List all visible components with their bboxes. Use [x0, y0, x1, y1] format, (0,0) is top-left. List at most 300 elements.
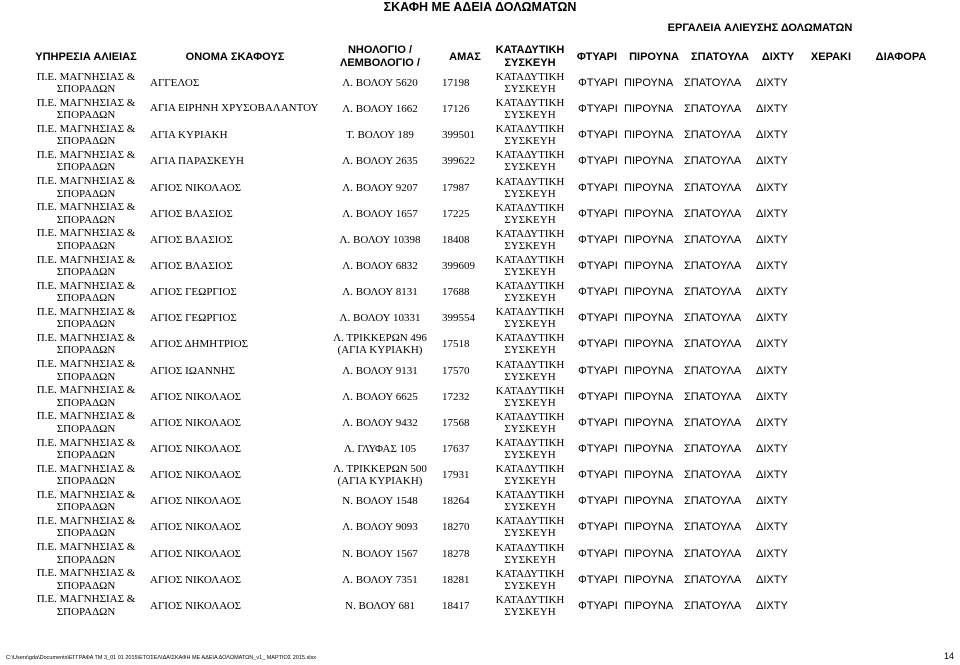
service-line2: ΣΠΟΡΑΔΩΝ — [56, 396, 116, 409]
vessel-name: ΑΓΙΟΣ ΒΛΑΣΙΟΣ — [150, 233, 233, 246]
vessel-name: ΑΓΙΟΣ ΝΙΚΟΛΑΟΣ — [150, 181, 242, 194]
tool-net: ΔΙΧΤΥ — [756, 521, 788, 534]
tool-spatula: ΣΠΑΤΟΥΛΑ — [684, 443, 742, 456]
amas-number: 399622 — [442, 155, 475, 168]
tool-hand — [800, 279, 862, 305]
category-cell — [490, 96, 570, 122]
service-cell — [22, 122, 150, 148]
tool-hand — [800, 514, 862, 540]
vessel-name: ΑΓΙΟΣ ΝΙΚΟΛΑΟΣ — [150, 495, 242, 508]
tool-fork: ΠΙΡΟΥΝΑ — [624, 469, 674, 482]
registry-line1: Λ. ΒΟΛΟΥ 6625 — [342, 390, 418, 403]
tool-other — [862, 410, 940, 436]
registry-cell — [320, 227, 440, 253]
tool-other — [862, 122, 940, 148]
table-row — [22, 122, 940, 148]
amas-number: 399501 — [442, 129, 475, 142]
category-cell — [490, 436, 570, 462]
service-line2: ΣΠΟΡΑΔΩΝ — [56, 83, 116, 96]
tool-shovel: ΦΤΥΑΡΙ — [578, 207, 618, 220]
service-line1: Π.Ε. ΜΑΓΝΗΣΙΑΣ & — [36, 384, 136, 397]
tool-spatula: ΣΠΑΤΟΥΛΑ — [684, 181, 742, 194]
category-line1: ΚΑΤΑΔΥΤΙΚΗ — [495, 567, 565, 580]
table-row — [22, 541, 940, 567]
service-cell — [22, 305, 150, 331]
registry-cell — [320, 514, 440, 540]
amas-number: 17126 — [442, 103, 470, 116]
header-tool-other: ΔΙΑΦΟΡΑ — [875, 50, 927, 63]
table-header-row — [22, 44, 940, 70]
category-cell — [490, 70, 570, 96]
registry-line2: (ΑΓΙΑ ΚΥΡΙΑΚΗ) — [337, 344, 423, 357]
tool-other — [862, 514, 940, 540]
service-cell — [22, 253, 150, 279]
tool-other — [862, 358, 940, 384]
service-cell — [22, 70, 150, 96]
tool-hand — [800, 201, 862, 227]
category-cell — [490, 175, 570, 201]
service-cell — [22, 488, 150, 514]
registry-cell — [320, 305, 440, 331]
tool-fork: ΠΙΡΟΥΝΑ — [624, 573, 674, 586]
tool-fork: ΠΙΡΟΥΝΑ — [624, 286, 674, 299]
category-line1: ΚΑΤΑΔΥΤΙΚΗ — [495, 123, 565, 136]
vessels-table — [22, 44, 940, 619]
category-line2: ΣΥΣΚΕΥΗ — [504, 266, 556, 279]
tool-net: ΔΙΧΤΥ — [756, 77, 788, 90]
category-cell — [490, 462, 570, 488]
header-category-line1: ΚΑΤΑΔΥΤΙΚΗ — [495, 44, 565, 56]
tool-hand — [800, 410, 862, 436]
tool-other — [862, 148, 940, 174]
registry-line1: Λ. ΒΟΛΟΥ 8131 — [342, 286, 418, 299]
tool-other — [862, 201, 940, 227]
header-tool-spatula: ΣΠΑΤΟΥΛΑ — [691, 50, 749, 63]
registry-line1: Τ. ΒΟΛΟΥ 189 — [346, 129, 414, 142]
tool-spatula: ΣΠΑΤΟΥΛΑ — [684, 155, 742, 168]
tool-shovel: ΦΤΥΑΡΙ — [578, 573, 618, 586]
registry-cell — [320, 70, 440, 96]
category-cell — [490, 593, 570, 619]
service-cell — [22, 567, 150, 593]
header-tool-shovel: ΦΤΥΑΡΙ — [576, 50, 618, 63]
tool-shovel: ΦΤΥΑΡΙ — [578, 547, 618, 560]
registry-line1: Ν. ΒΟΛΟΥ 681 — [345, 599, 415, 612]
amas-number: 399609 — [442, 260, 475, 273]
category-cell — [490, 122, 570, 148]
category-line2: ΣΥΣΚΕΥΗ — [504, 501, 556, 514]
table-row — [22, 253, 940, 279]
tool-shovel: ΦΤΥΑΡΙ — [578, 312, 618, 325]
tool-shovel: ΦΤΥΑΡΙ — [578, 129, 618, 142]
registry-line1: Ν. ΒΟΛΟΥ 1567 — [342, 547, 418, 560]
service-cell — [22, 227, 150, 253]
registry-line1: Λ. ΒΟΛΟΥ 9432 — [342, 416, 418, 429]
header-tool-net: ΔΙΧΤΥ — [761, 50, 795, 63]
header-registry-line2: ΛΕΜΒΟΛΟΓΙΟ / — [340, 57, 420, 69]
service-line2: ΣΠΟΡΑΔΩΝ — [56, 187, 116, 200]
category-line1: ΚΑΤΑΔΥΤΙΚΗ — [495, 254, 565, 267]
tool-net: ΔΙΧΤΥ — [756, 390, 788, 403]
service-line1: Π.Ε. ΜΑΓΝΗΣΙΑΣ & — [36, 148, 136, 161]
tool-fork: ΠΙΡΟΥΝΑ — [624, 443, 674, 456]
category-line1: ΚΑΤΑΔΥΤΙΚΗ — [495, 149, 565, 162]
registry-line1: Λ. ΒΟΛΟΥ 10331 — [339, 312, 421, 325]
category-line2: ΣΥΣΚΕΥΗ — [504, 292, 556, 305]
vessel-name: ΑΓΙΟΣ ΝΙΚΟΛΑΟΣ — [150, 521, 242, 534]
tool-fork: ΠΙΡΟΥΝΑ — [624, 364, 674, 377]
tool-net: ΔΙΧΤΥ — [756, 416, 788, 429]
service-line2: ΣΠΟΡΑΔΩΝ — [56, 213, 116, 226]
tool-shovel: ΦΤΥΑΡΙ — [578, 181, 618, 194]
service-cell — [22, 175, 150, 201]
tool-hand — [800, 436, 862, 462]
tool-other — [862, 227, 940, 253]
tool-fork: ΠΙΡΟΥΝΑ — [624, 599, 674, 612]
vessel-name: ΑΓΙΑ ΕΙΡΗΝΗ ΧΡΥΣΟΒΑΛΑΝΤΟΥ — [150, 102, 319, 115]
registry-cell — [320, 279, 440, 305]
tool-net: ΔΙΧΤΥ — [756, 599, 788, 612]
category-line1: ΚΑΤΑΔΥΤΙΚΗ — [495, 175, 565, 188]
amas-number: 17232 — [442, 390, 470, 403]
page-number: 14 — [943, 651, 954, 661]
category-line1: ΚΑΤΑΔΥΤΙΚΗ — [495, 280, 565, 293]
category-line1: ΚΑΤΑΔΥΤΙΚΗ — [495, 71, 565, 84]
registry-line1: Ν. ΒΟΛΟΥ 1548 — [342, 495, 418, 508]
registry-line2: (ΑΓΙΑ ΚΥΡΙΑΚΗ) — [337, 475, 423, 488]
tool-other — [862, 331, 940, 357]
registry-line1: Λ. ΒΟΛΟΥ 5620 — [342, 77, 418, 90]
registry-cell — [320, 201, 440, 227]
header-category-line2: ΣΥΣΚΕΥΗ — [504, 57, 556, 69]
header-registry-line1: ΝΗΟΛΟΓΙΟ / — [347, 44, 413, 56]
tool-hand — [800, 593, 862, 619]
service-cell — [22, 148, 150, 174]
tool-shovel: ΦΤΥΑΡΙ — [578, 443, 618, 456]
tool-other — [862, 279, 940, 305]
tool-shovel: ΦΤΥΑΡΙ — [578, 286, 618, 299]
vessel-name: ΑΓΙΟΣ ΝΙΚΟΛΑΟΣ — [150, 443, 242, 456]
service-line1: Π.Ε. ΜΑΓΝΗΣΙΑΣ & — [36, 593, 136, 606]
vessel-name: ΑΓΙΟΣ ΝΙΚΟΛΑΟΣ — [150, 416, 242, 429]
registry-cell — [320, 567, 440, 593]
registry-line1: Λ. ΒΟΛΟΥ 2635 — [342, 155, 418, 168]
registry-line1: Λ. ΒΟΛΟΥ 1657 — [342, 207, 418, 220]
tool-fork: ΠΙΡΟΥΝΑ — [624, 260, 674, 273]
service-line1: Π.Ε. ΜΑΓΝΗΣΙΑΣ & — [36, 122, 136, 135]
vessel-name: ΑΓΙΟΣ ΓΕΩΡΓΙΟΣ — [150, 286, 237, 299]
category-line2: ΣΥΣΚΕΥΗ — [504, 553, 556, 566]
tool-spatula: ΣΠΑΤΟΥΛΑ — [684, 599, 742, 612]
service-line2: ΣΠΟΡΑΔΩΝ — [56, 527, 116, 540]
category-cell — [490, 331, 570, 357]
service-line1: Π.Ε. ΜΑΓΝΗΣΙΑΣ & — [36, 227, 136, 240]
category-line2: ΣΥΣΚΕΥΗ — [504, 579, 556, 592]
tool-net: ΔΙΧΤΥ — [756, 469, 788, 482]
registry-cell — [320, 410, 440, 436]
table-row — [22, 96, 940, 122]
category-line2: ΣΥΣΚΕΥΗ — [504, 605, 556, 618]
category-line2: ΣΥΣΚΕΥΗ — [504, 475, 556, 488]
service-line1: Π.Ε. ΜΑΓΝΗΣΙΑΣ & — [36, 488, 136, 501]
tool-spatula: ΣΠΑΤΟΥΛΑ — [684, 207, 742, 220]
tool-spatula: ΣΠΑΤΟΥΛΑ — [684, 312, 742, 325]
registry-line1: Λ. ΒΟΛΟΥ 10398 — [339, 233, 421, 246]
table-row — [22, 358, 940, 384]
category-line1: ΚΑΤΑΔΥΤΙΚΗ — [495, 227, 565, 240]
service-cell — [22, 593, 150, 619]
category-cell — [490, 148, 570, 174]
service-line1: Π.Ε. ΜΑΓΝΗΣΙΑΣ & — [36, 201, 136, 214]
tool-net: ΔΙΧΤΥ — [756, 155, 788, 168]
tool-hand — [800, 541, 862, 567]
tool-fork: ΠΙΡΟΥΝΑ — [624, 233, 674, 246]
tool-spatula: ΣΠΑΤΟΥΛΑ — [684, 338, 742, 351]
category-cell — [490, 567, 570, 593]
category-line2: ΣΥΣΚΕΥΗ — [504, 422, 556, 435]
table-row — [22, 436, 940, 462]
vessel-name: ΑΓΙΟΣ ΝΙΚΟΛΑΟΣ — [150, 547, 242, 560]
tool-shovel: ΦΤΥΑΡΙ — [578, 233, 618, 246]
service-line2: ΣΠΟΡΑΔΩΝ — [56, 449, 116, 462]
tool-other — [862, 541, 940, 567]
category-line2: ΣΥΣΚΕΥΗ — [504, 527, 556, 540]
tool-shovel: ΦΤΥΑΡΙ — [578, 416, 618, 429]
category-cell — [490, 305, 570, 331]
amas-number: 17225 — [442, 207, 470, 220]
registry-line1: Λ. ΒΟΛΟΥ 9093 — [342, 521, 418, 534]
tools-group-title: ΕΡΓΑΛΕΙΑ ΑΛΙΕΥΣΗΣ ΔΟΛΩΜΑΤΩΝ — [667, 22, 853, 34]
amas-number: 18264 — [442, 495, 470, 508]
category-line1: ΚΑΤΑΔΥΤΙΚΗ — [495, 410, 565, 423]
registry-cell — [320, 488, 440, 514]
table-row — [22, 462, 940, 488]
amas-number: 18408 — [442, 233, 470, 246]
category-line1: ΚΑΤΑΔΥΤΙΚΗ — [495, 97, 565, 110]
category-line2: ΣΥΣΚΕΥΗ — [504, 239, 556, 252]
amas-number: 18281 — [442, 573, 470, 586]
category-line1: ΚΑΤΑΔΥΤΙΚΗ — [495, 201, 565, 214]
category-cell — [490, 279, 570, 305]
registry-line1: Λ. ΤΡΙΚΚΕΡΩΝ 496 — [333, 332, 427, 345]
file-path-footer: C:\Users\gda\Documents\ΕΓΓΡΑΦΑ ΤΜ 3_01 01 2015\ΕΤΟΣΕΛΙΔΑ\ΣΚΑΦΗ ΜΕ ΑΔΕΙΑ ΔΟΛΩΜΑΤΩΝ_ν1_ ΜΑΡΤΙΟΣ 2015.xlsx — [6, 655, 316, 661]
category-cell — [490, 514, 570, 540]
table-row — [22, 384, 940, 410]
service-line2: ΣΠΟΡΑΔΩΝ — [56, 344, 116, 357]
category-line1: ΚΑΤΑΔΥΤΙΚΗ — [495, 437, 565, 450]
category-line2: ΣΥΣΚΕΥΗ — [504, 187, 556, 200]
category-cell — [490, 410, 570, 436]
tool-other — [862, 593, 940, 619]
tool-spatula: ΣΠΑΤΟΥΛΑ — [684, 547, 742, 560]
category-cell — [490, 253, 570, 279]
tool-net: ΔΙΧΤΥ — [756, 181, 788, 194]
registry-cell — [320, 331, 440, 357]
tool-other — [862, 70, 940, 96]
tool-fork: ΠΙΡΟΥΝΑ — [624, 103, 674, 116]
tool-other — [862, 384, 940, 410]
service-cell — [22, 462, 150, 488]
tool-hand — [800, 122, 862, 148]
amas-number: 18270 — [442, 521, 470, 534]
service-line2: ΣΠΟΡΑΔΩΝ — [56, 553, 116, 566]
vessel-name: ΑΓΓΕΛΟΣ — [150, 77, 200, 90]
registry-cell — [320, 96, 440, 122]
tool-spatula: ΣΠΑΤΟΥΛΑ — [684, 573, 742, 586]
amas-number: 17987 — [442, 181, 470, 194]
category-line2: ΣΥΣΚΕΥΗ — [504, 318, 556, 331]
tool-hand — [800, 70, 862, 96]
header-tool-fork: ΠΙΡΟΥΝΑ — [629, 50, 679, 63]
registry-cell — [320, 436, 440, 462]
registry-cell — [320, 462, 440, 488]
category-line1: ΚΑΤΑΔΥΤΙΚΗ — [495, 332, 565, 345]
registry-cell — [320, 175, 440, 201]
header-category — [490, 44, 570, 70]
category-line1: ΚΑΤΑΔΥΤΙΚΗ — [495, 384, 565, 397]
amas-number: 17568 — [442, 416, 470, 429]
category-line1: ΚΑΤΑΔΥΤΙΚΗ — [495, 593, 565, 606]
tool-hand — [800, 227, 862, 253]
service-line1: Π.Ε. ΜΑΓΝΗΣΙΑΣ & — [36, 358, 136, 371]
registry-line1: Λ. ΤΡΙΚΚΕΡΩΝ 500 — [333, 463, 427, 476]
tool-shovel: ΦΤΥΑΡΙ — [578, 77, 618, 90]
service-line2: ΣΠΟΡΑΔΩΝ — [56, 501, 116, 514]
service-line2: ΣΠΟΡΑΔΩΝ — [56, 370, 116, 383]
service-line1: Π.Ε. ΜΑΓΝΗΣΙΑΣ & — [36, 175, 136, 188]
tool-spatula: ΣΠΑΤΟΥΛΑ — [684, 416, 742, 429]
vessel-name: ΑΓΙΟΣ ΒΛΑΣΙΟΣ — [150, 207, 233, 220]
registry-cell — [320, 122, 440, 148]
service-line1: Π.Ε. ΜΑΓΝΗΣΙΑΣ & — [36, 70, 136, 83]
category-line2: ΣΥΣΚΕΥΗ — [504, 135, 556, 148]
tool-fork: ΠΙΡΟΥΝΑ — [624, 312, 674, 325]
table-row — [22, 488, 940, 514]
tool-spatula: ΣΠΑΤΟΥΛΑ — [684, 364, 742, 377]
service-line2: ΣΠΟΡΑΔΩΝ — [56, 318, 116, 331]
vessel-name: ΑΓΙΟΣ ΝΙΚΟΛΑΟΣ — [150, 599, 242, 612]
service-cell — [22, 279, 150, 305]
tool-other — [862, 253, 940, 279]
amas-number: 399554 — [442, 312, 475, 325]
table-row — [22, 279, 940, 305]
service-line2: ΣΠΟΡΑΔΩΝ — [56, 161, 116, 174]
registry-cell — [320, 384, 440, 410]
service-cell — [22, 541, 150, 567]
tool-net: ΔΙΧΤΥ — [756, 338, 788, 351]
tool-net: ΔΙΧΤΥ — [756, 573, 788, 586]
tool-other — [862, 488, 940, 514]
category-cell — [490, 384, 570, 410]
category-cell — [490, 201, 570, 227]
tool-hand — [800, 253, 862, 279]
service-line2: ΣΠΟΡΑΔΩΝ — [56, 579, 116, 592]
vessel-name: ΑΓΙΟΣ ΝΙΚΟΛΑΟΣ — [150, 469, 242, 482]
tool-shovel: ΦΤΥΑΡΙ — [578, 599, 618, 612]
service-line1: Π.Ε. ΜΑΓΝΗΣΙΑΣ & — [36, 331, 136, 344]
tool-fork: ΠΙΡΟΥΝΑ — [624, 155, 674, 168]
table-row — [22, 305, 940, 331]
registry-line1: Λ. ΒΟΛΟΥ 1662 — [342, 103, 418, 116]
tool-net: ΔΙΧΤΥ — [756, 129, 788, 142]
tool-shovel: ΦΤΥΑΡΙ — [578, 469, 618, 482]
category-cell — [490, 541, 570, 567]
service-cell — [22, 201, 150, 227]
tool-spatula: ΣΠΑΤΟΥΛΑ — [684, 103, 742, 116]
category-line2: ΣΥΣΚΕΥΗ — [504, 161, 556, 174]
header-tool-hand: ΧΕΡΑΚΙ — [810, 50, 852, 63]
amas-number: 17688 — [442, 286, 470, 299]
tool-shovel: ΦΤΥΑΡΙ — [578, 521, 618, 534]
service-line1: Π.Ε. ΜΑΓΝΗΣΙΑΣ & — [36, 462, 136, 475]
tool-fork: ΠΙΡΟΥΝΑ — [624, 338, 674, 351]
table-row — [22, 201, 940, 227]
service-line1: Π.Ε. ΜΑΓΝΗΣΙΑΣ & — [36, 305, 136, 318]
tool-hand — [800, 148, 862, 174]
tool-spatula: ΣΠΑΤΟΥΛΑ — [684, 390, 742, 403]
registry-cell — [320, 358, 440, 384]
table-row — [22, 410, 940, 436]
service-cell — [22, 384, 150, 410]
vessel-name: ΑΓΙΟΣ ΔΗΜΗΤΡΙΟΣ — [150, 338, 249, 351]
category-line2: ΣΥΣΚΕΥΗ — [504, 344, 556, 357]
tool-shovel: ΦΤΥΑΡΙ — [578, 155, 618, 168]
tool-spatula: ΣΠΑΤΟΥΛΑ — [684, 469, 742, 482]
tool-hand — [800, 96, 862, 122]
category-line1: ΚΑΤΑΔΥΤΙΚΗ — [495, 489, 565, 502]
header-registry — [320, 44, 440, 70]
category-line2: ΣΥΣΚΕΥΗ — [504, 396, 556, 409]
category-line1: ΚΑΤΑΔΥΤΙΚΗ — [495, 463, 565, 476]
tool-fork: ΠΙΡΟΥΝΑ — [624, 181, 674, 194]
tool-net: ΔΙΧΤΥ — [756, 103, 788, 116]
tool-spatula: ΣΠΑΤΟΥΛΑ — [684, 77, 742, 90]
service-cell — [22, 96, 150, 122]
header-vessel: ΟΝΟΜΑ ΣΚΑΦΟΥΣ — [185, 50, 285, 63]
tool-net: ΔΙΧΤΥ — [756, 207, 788, 220]
tool-spatula: ΣΠΑΤΟΥΛΑ — [684, 521, 742, 534]
tool-hand — [800, 358, 862, 384]
category-line1: ΚΑΤΑΔΥΤΙΚΗ — [495, 541, 565, 554]
tool-fork: ΠΙΡΟΥΝΑ — [624, 416, 674, 429]
service-line1: Π.Ε. ΜΑΓΝΗΣΙΑΣ & — [36, 96, 136, 109]
amas-number: 17198 — [442, 77, 470, 90]
vessel-name: ΑΓΙΑ ΚΥΡΙΑΚΗ — [150, 129, 228, 142]
service-line2: ΣΠΟΡΑΔΩΝ — [56, 135, 116, 148]
service-line2: ΣΠΟΡΑΔΩΝ — [56, 109, 116, 122]
service-line1: Π.Ε. ΜΑΓΝΗΣΙΑΣ & — [36, 541, 136, 554]
service-line2: ΣΠΟΡΑΔΩΝ — [56, 475, 116, 488]
registry-cell — [320, 593, 440, 619]
service-cell — [22, 358, 150, 384]
vessel-name: ΑΓΙΟΣ ΝΙΚΟΛΑΟΣ — [150, 390, 242, 403]
service-cell — [22, 514, 150, 540]
tool-shovel: ΦΤΥΑΡΙ — [578, 364, 618, 377]
tool-hand — [800, 305, 862, 331]
category-line2: ΣΥΣΚΕΥΗ — [504, 213, 556, 226]
tool-other — [862, 305, 940, 331]
tool-fork: ΠΙΡΟΥΝΑ — [624, 547, 674, 560]
tool-spatula: ΣΠΑΤΟΥΛΑ — [684, 286, 742, 299]
category-line2: ΣΥΣΚΕΥΗ — [504, 370, 556, 383]
service-line1: Π.Ε. ΜΑΓΝΗΣΙΑΣ & — [36, 436, 136, 449]
service-cell — [22, 410, 150, 436]
registry-line1: Λ. ΒΟΛΟΥ 7351 — [342, 573, 418, 586]
service-line1: Π.Ε. ΜΑΓΝΗΣΙΑΣ & — [36, 410, 136, 423]
tool-spatula: ΣΠΑΤΟΥΛΑ — [684, 495, 742, 508]
service-line2: ΣΠΟΡΑΔΩΝ — [56, 266, 116, 279]
category-cell — [490, 488, 570, 514]
